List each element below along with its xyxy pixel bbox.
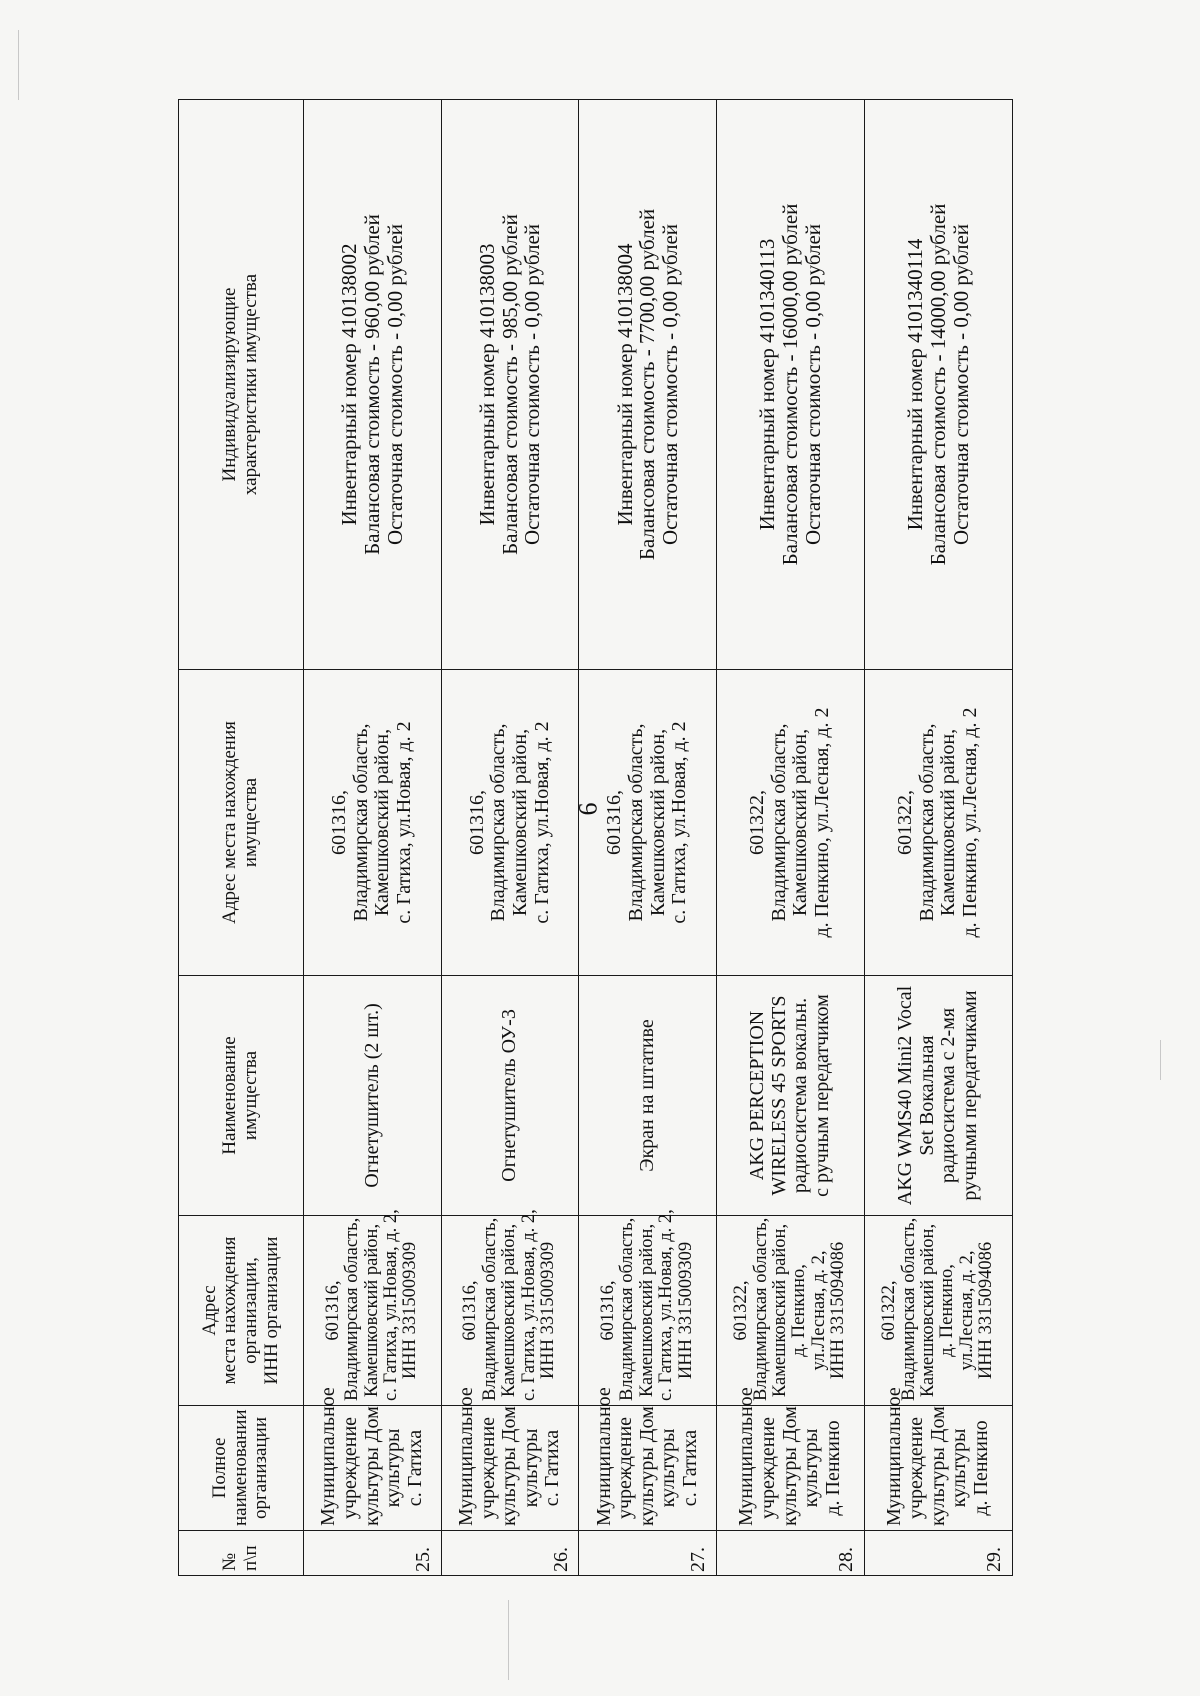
header-num (179, 1531, 304, 1576)
cell-text-line: места нахождения (219, 1236, 241, 1385)
cell-text-line: 601322, (879, 1280, 900, 1341)
cell-text-line: Муниципальное (454, 1387, 477, 1526)
cell-text-line: 601316, (603, 790, 626, 855)
cell-text-line: 601316, (460, 1280, 481, 1341)
characteristics-cell (716, 100, 864, 670)
cell-text-line: Set Вокальная (915, 1035, 938, 1156)
cell-text-line: Владимирская область, (342, 1217, 363, 1401)
cell-text-line: Адрес (198, 1285, 220, 1336)
cell-text-line: Владимирская область, (750, 1217, 771, 1401)
cell-text-line: д. Пенкино, ул.Лесная, д. 2 (810, 707, 833, 938)
cell-text-line: ИНН 3315009309 (538, 1241, 559, 1380)
table-row (441, 100, 579, 1576)
cell-text-line: Инвентарный номер 4101340113 (755, 238, 780, 531)
cell-text-line: организации, (240, 1257, 261, 1364)
cell-text-line: Владимирская область, (349, 723, 372, 922)
cell-text-line: учреждение (338, 1416, 361, 1520)
characteristics-cell (579, 100, 717, 670)
cell-text-line: ИНН 3315094086 (828, 1241, 849, 1380)
cell-text-line: Муниципальное (735, 1387, 758, 1526)
cell-text-line: Муниципальное (317, 1387, 340, 1526)
cell-text-line: Балансовая стоимость - 985,00 рублей (497, 214, 522, 555)
row-number: 29. (864, 1531, 1012, 1576)
cell-text-line: 601316, (328, 790, 351, 855)
cell-text-line: с. Гатиха, ул.Новая, д. 2, (381, 1209, 402, 1401)
cell-text-line: д. Пенкино (969, 1420, 992, 1516)
header-org-name (179, 1406, 304, 1531)
cell-text-line: Балансовая стоимость - 960,00 рублей (359, 214, 384, 555)
property-name-cell (579, 976, 717, 1216)
scan-artifact-line (1160, 1040, 1161, 1080)
cell-text-line: 601316, (598, 1280, 618, 1341)
cell-text-line: с. Гатиха (403, 1429, 426, 1507)
cell-text-line: д. Пенкино, (789, 1264, 810, 1357)
org-address-cell (441, 1209, 579, 1406)
property-name-cell (716, 976, 864, 1216)
cell-text-line: Остаточная стоимость - 0,00 рублей (948, 223, 973, 546)
cell-text-line: 601316, (322, 1280, 343, 1341)
cell-text-line: Инвентарный номер 410138003 (474, 243, 499, 526)
cell-text-line: 601316, (465, 790, 488, 855)
org-address-cell (716, 1216, 864, 1406)
cell-text-line: с. Гатиха, ул.Новая, д. 2, (656, 1209, 677, 1401)
row-number: 27. (579, 1531, 717, 1576)
cell-text-line: ИНН 3315094086 (976, 1241, 997, 1380)
property-address-cell (304, 670, 442, 976)
cell-text-line: 601322, (894, 790, 917, 855)
cell-text-line: культуры (519, 1428, 542, 1508)
cell-text-line: Камешковский район, (508, 728, 531, 917)
cell-text-line: ул.Лесная, д. 2, (808, 1250, 829, 1371)
cell-text-line: наименовании (229, 1409, 251, 1526)
cell-text-line: учреждение (614, 1416, 637, 1520)
org-address-cell (864, 1216, 1012, 1406)
page-number: 6 (573, 802, 603, 816)
cell-text-line: Индивидуализирующие (219, 287, 241, 482)
cell-text-line: с. Гатиха, ул.Новая, д. 2 (392, 721, 415, 924)
property-address-cell (716, 670, 864, 976)
cell-text-line: 601322, (746, 790, 769, 855)
cell-text-line: Владимирская область, (915, 723, 938, 922)
characteristics-cell (304, 100, 442, 670)
cell-text-line: Адрес места нахождения (219, 721, 241, 924)
property-address-cell (864, 670, 1012, 976)
cell-text-line: культуры (948, 1428, 971, 1508)
row-number: 26. (441, 1531, 579, 1576)
property-address-cell (441, 670, 579, 976)
cell-text-line: культуры Дом (635, 1406, 658, 1526)
cell-text-line: Владимирская область, (617, 1217, 638, 1401)
cell-text-line: культуры Дом (778, 1406, 801, 1526)
cell-text-line: Наименование (219, 1036, 241, 1155)
cell-text-line: радиосистема с 2-мя (937, 1007, 960, 1184)
table-row (864, 100, 1012, 1576)
cell-text-line: учреждение (757, 1416, 779, 1520)
cell-text-line: с. Гатиха, ул.Новая, д. 2 (668, 721, 691, 924)
cell-text-line: AKG PERCEPTION (746, 1010, 769, 1181)
cell-text-line: Камешковский район, (769, 1223, 790, 1398)
cell-text-line: Огнетушитель (2 шт.) (360, 1003, 383, 1188)
cell-text-line: радиосистема вокальн. (789, 997, 812, 1194)
cell-text-line: д. Пенкино, ул.Лесная, д. 2 (959, 707, 982, 938)
table-row (304, 100, 442, 1576)
cell-text-line: AKG WMS40 Mini2 Vocal (894, 985, 917, 1206)
cell-text-line: № (219, 1552, 241, 1571)
row-number: 25. (304, 1531, 442, 1576)
cell-text-line: Камешковский район, (371, 728, 394, 917)
cell-text-line: Владимирская область, (487, 723, 510, 922)
cell-text-line: Камешковский район, (789, 728, 812, 917)
cell-text-line: Остаточная стоимость - 0,00 рублей (800, 223, 825, 546)
scan-artifact-line (508, 1600, 509, 1680)
cell-text-line: культуры (382, 1428, 405, 1508)
cell-text-line: Остаточная стоимость - 0,00 рублей (382, 223, 407, 546)
cell-text-line: Камешковский район, (646, 728, 669, 917)
property-table (178, 99, 1013, 1576)
cell-text-line: с. Гатиха, ул.Новая, д. 2 (530, 721, 553, 924)
cell-text-line: д. Пенкино (821, 1420, 844, 1516)
cell-text-line: Полное (209, 1437, 231, 1499)
table-row (579, 100, 717, 1576)
header-characteristics (179, 100, 304, 670)
cell-text-line: учреждение (476, 1416, 499, 1520)
property-name-cell (441, 976, 579, 1216)
header-org-address (179, 1216, 304, 1406)
cell-text-line: 601322, (731, 1280, 752, 1341)
cell-text-line: Камешковский район, (499, 1223, 520, 1398)
cell-text-line: с. Гатиха (541, 1429, 564, 1507)
cell-text-line: культуры (657, 1428, 680, 1508)
characteristics-cell (441, 100, 579, 670)
table-header-row (179, 100, 304, 1576)
cell-text-line: д. Пенкино, (937, 1264, 958, 1357)
table-row (716, 100, 864, 1576)
org-name-cell (579, 1387, 717, 1531)
org-address-cell (304, 1209, 442, 1406)
header-property-address (179, 670, 304, 976)
row-number: 28. (716, 1531, 864, 1576)
cell-text-line: с. Гатиха (678, 1429, 701, 1507)
cell-text-line: Муниципальное (592, 1387, 615, 1526)
org-name-cell (304, 1387, 442, 1531)
cell-text-line: с. Гатиха, ул.Новая, д. 2, (518, 1209, 539, 1401)
cell-text-line: Экран на штативе (635, 1019, 658, 1172)
cell-text-line: культуры Дом (926, 1406, 949, 1526)
cell-text-line: Инвентарный номер 410138002 (337, 243, 362, 526)
cell-text-line: Инвентарный номер 4101340114 (903, 238, 928, 531)
cell-text-line: Огнетушитель ОУ-3 (498, 1009, 521, 1182)
org-name-cell (441, 1387, 579, 1531)
cell-text-line: культуры Дом (360, 1406, 383, 1526)
header-property-name (179, 976, 304, 1216)
cell-text-line: Камешковский район, (918, 1223, 939, 1398)
org-address-cell (579, 1209, 717, 1406)
cell-text-line: WIRELESS 45 SPORTS (767, 995, 790, 1196)
cell-text-line: Инвентарный номер 410138004 (612, 243, 637, 526)
cell-text-line: ИНН 3315009309 (675, 1241, 696, 1380)
property-address-cell (579, 670, 717, 976)
cell-text-line: Камешковский район, (636, 1223, 657, 1398)
cell-text-line: учреждение (905, 1416, 928, 1520)
cell-text-line: ИНН организации (260, 1236, 282, 1385)
characteristics-cell (864, 100, 1012, 670)
cell-text-line: Владимирская область, (898, 1217, 919, 1401)
org-name-cell (864, 1387, 1012, 1531)
cell-text-line: ИНН 3315009309 (400, 1241, 421, 1380)
cell-text-line: Муниципальное (883, 1387, 906, 1526)
cell-text-line: Балансовая стоимость - 14000,00 рублей (926, 203, 951, 566)
cell-text-line: Остаточная стоимость - 0,00 рублей (520, 223, 545, 546)
cell-text-line: характеристики имущества (240, 273, 261, 496)
cell-text-line: Владимирская область, (624, 723, 647, 922)
org-name-cell (716, 1387, 864, 1531)
cell-text-line: культуры Дом (498, 1406, 521, 1526)
property-name-cell (864, 976, 1012, 1216)
cell-text-line: имущества (240, 777, 261, 868)
property-name-cell (304, 976, 442, 1216)
rotated-table-container (178, 100, 1013, 1576)
cell-text-line: Остаточная стоимость - 0,00 рублей (657, 223, 682, 546)
cell-text-line: Балансовая стоимость - 16000,00 рублей (778, 203, 803, 566)
cell-text-line: с ручным передатчиком (810, 994, 833, 1197)
cell-text-line: Камешковский район, (937, 728, 960, 917)
cell-text-line: Владимирская область, (767, 723, 790, 922)
cell-text-line: Балансовая стоимость - 7700,00 рублей (635, 208, 660, 561)
cell-text-line: культуры (800, 1428, 823, 1508)
scan-artifact-line (18, 30, 19, 100)
cell-text-line: Владимирская область, (479, 1217, 500, 1401)
cell-text-line: п\п (240, 1545, 261, 1571)
cell-text-line: ручными передатчиками (959, 990, 982, 1201)
cell-text-line: Камешковский район, (361, 1223, 382, 1398)
cell-text-line: организации (250, 1417, 272, 1520)
cell-text-line: имущества (240, 1050, 261, 1141)
cell-text-line: ул.Лесная, д. 2, (956, 1250, 977, 1371)
